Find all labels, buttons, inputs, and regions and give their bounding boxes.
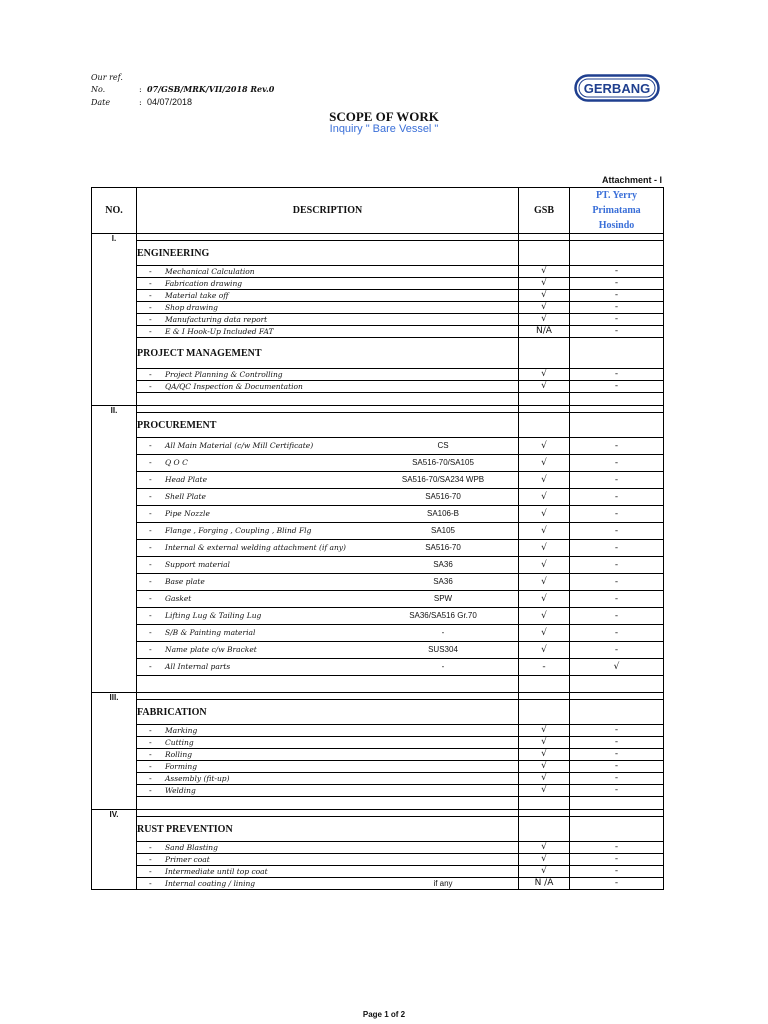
vendor-cell: -: [570, 369, 664, 381]
gsb-cell: √: [519, 725, 570, 737]
item-description-cell: [137, 878, 519, 890]
bullet-dash: -: [149, 762, 152, 771]
table-header-row: [92, 188, 664, 234]
item-description-cell: [137, 523, 519, 540]
item-description: Name plate c/w Bracket: [165, 645, 257, 654]
col-no-header: NO.: [92, 188, 137, 234]
vendor-cell: -: [570, 381, 664, 393]
vendor-cell: -: [570, 290, 664, 302]
vendor-cell: -: [570, 540, 664, 557]
date-value: 04/07/2018: [147, 97, 193, 107]
item-description: Lifting Lug & Tailing Lug: [165, 611, 262, 620]
bullet-dash: -: [149, 303, 152, 312]
bullet-dash: -: [149, 738, 152, 747]
vendor-cell: -: [570, 842, 664, 854]
spacer-row: [92, 693, 664, 700]
vendor-cell: -: [570, 574, 664, 591]
table-row: [92, 749, 664, 761]
item-description: E & I Hook-Up Included FAT: [165, 327, 274, 336]
item-spec: SA36: [433, 560, 453, 569]
table-row: [92, 854, 664, 866]
item-description-cell: [137, 608, 519, 625]
item-description-cell: [137, 557, 519, 574]
bullet-dash: -: [149, 594, 152, 603]
section-heading: PROCUREMENT: [137, 413, 519, 438]
item-description-cell: [137, 749, 519, 761]
table-row: [92, 642, 664, 659]
item-spec: CS: [437, 441, 449, 450]
section-heading: PROJECT MANAGEMENT: [137, 338, 519, 369]
vendor-cell: -: [570, 506, 664, 523]
col-description-header: DESCRIPTION: [137, 188, 519, 234]
gsb-cell: √: [519, 625, 570, 642]
vendor-cell: -: [570, 749, 664, 761]
vendor-cell: -: [570, 608, 664, 625]
item-description: Material take off: [165, 291, 229, 300]
company-logo: [574, 74, 660, 102]
table-row: [92, 608, 664, 625]
item-spec: if any: [433, 879, 453, 888]
table-row: [92, 591, 664, 608]
vendor-cell: -: [570, 737, 664, 749]
bullet-dash: -: [149, 543, 152, 552]
vendor-cell: -: [570, 455, 664, 472]
item-spec: SA516-70/SA234 WPB: [401, 475, 485, 484]
item-spec: SUS304: [428, 645, 458, 654]
vendor-line: Primatama: [592, 205, 641, 216]
spacer-row: [92, 810, 664, 817]
gsb-cell: N /A: [519, 878, 570, 890]
vendor-cell: -: [570, 266, 664, 278]
gsb-cell: √: [519, 749, 570, 761]
ref-label: Our ref. No.: [91, 73, 123, 94]
item-description: QA/QC Inspection & Documentation: [165, 382, 303, 391]
bullet-dash: -: [149, 645, 152, 654]
gsb-cell: √: [519, 574, 570, 591]
item-description-cell: [137, 278, 519, 290]
item-description-cell: [137, 326, 519, 338]
item-spec: SA36: [433, 577, 453, 586]
item-description-cell: [137, 761, 519, 773]
item-description: Forming: [165, 762, 198, 771]
table-row: [92, 866, 664, 878]
section-heading-row: [92, 700, 664, 725]
vendor-cell: -: [570, 866, 664, 878]
bullet-dash: -: [149, 855, 152, 864]
item-spec: SA105: [430, 526, 456, 535]
gsb-cell: √: [519, 773, 570, 785]
item-description-cell: [137, 381, 519, 393]
bullet-dash: -: [149, 628, 152, 637]
table-row: [92, 574, 664, 591]
date-label: Date: [91, 98, 111, 107]
item-description: Sand Blasting: [165, 843, 218, 852]
gsb-cell: √: [519, 842, 570, 854]
item-description-cell: [137, 489, 519, 506]
item-description: Internal & external welding attachment (if any): [165, 543, 346, 552]
vendor-cell: -: [570, 326, 664, 338]
bullet-dash: -: [149, 315, 152, 324]
item-description-cell: [137, 290, 519, 302]
gsb-cell: √: [519, 854, 570, 866]
vendor-cell: -: [570, 761, 664, 773]
table-row: [92, 302, 664, 314]
gsb-cell: √: [519, 785, 570, 797]
section-heading: FABRICATION: [137, 700, 519, 725]
item-spec: -: [441, 662, 445, 671]
vendor-cell: -: [570, 725, 664, 737]
bullet-dash: -: [149, 611, 152, 620]
table-row: [92, 472, 664, 489]
table-row: [92, 785, 664, 797]
section-heading-row: [92, 338, 664, 369]
vendor-cell: -: [570, 489, 664, 506]
item-description-cell: [137, 737, 519, 749]
ref-number-row: Our ref. No. : 07/GSB/MRK/VII/2018 Rev.0: [91, 73, 275, 94]
vendor-cell: -: [570, 854, 664, 866]
page-number: Page 1 of 2: [362, 1010, 406, 1019]
vendor-cell: -: [570, 438, 664, 455]
item-description: Primer coat: [165, 855, 210, 864]
document-subtitle: Inquiry " Bare Vessel ": [329, 123, 439, 135]
item-description-cell: [137, 866, 519, 878]
item-description: Support material: [165, 560, 230, 569]
gsb-cell: √: [519, 506, 570, 523]
item-description-cell: [137, 725, 519, 737]
gsb-cell: √: [519, 761, 570, 773]
bullet-dash: -: [149, 750, 152, 759]
vendor-cell: -: [570, 278, 664, 290]
item-description: Head Plate: [165, 475, 208, 484]
item-description-cell: [137, 854, 519, 866]
bullet-dash: -: [149, 370, 152, 379]
item-description: Flange , Forging , Coupling , Blind Flg: [165, 526, 312, 535]
table-row: [92, 878, 664, 890]
item-description-cell: [137, 842, 519, 854]
item-description: Base plate: [165, 577, 205, 586]
item-description-cell: [137, 642, 519, 659]
table-row: [92, 506, 664, 523]
table-row: [92, 290, 664, 302]
item-description-cell: [137, 540, 519, 557]
spacer-row: [92, 234, 664, 241]
table-row: [92, 438, 664, 455]
spacer-row: [92, 676, 664, 693]
spacer-row: [92, 393, 664, 406]
section-number: III.: [92, 693, 137, 810]
section-heading-row: [92, 413, 664, 438]
item-description-cell: [137, 266, 519, 278]
bullet-dash: -: [149, 560, 152, 569]
item-description: Fabrication drawing: [165, 279, 243, 288]
gsb-cell: √: [519, 642, 570, 659]
item-spec: -: [441, 628, 445, 637]
table-row: [92, 540, 664, 557]
item-description: S/B & Painting material: [165, 628, 256, 637]
gsb-cell: √: [519, 290, 570, 302]
section-number: II.: [92, 406, 137, 693]
document-title: SCOPE OF WORK: [329, 109, 439, 124]
gsb-cell: √: [519, 489, 570, 506]
vendor-line: Hosindo: [598, 220, 635, 231]
gsb-cell: √: [519, 866, 570, 878]
table-row: [92, 625, 664, 642]
vendor-cell: -: [570, 557, 664, 574]
bullet-dash: -: [149, 774, 152, 783]
vendor-cell: -: [570, 472, 664, 489]
gsb-cell: √: [519, 314, 570, 326]
item-description: Pipe Nozzle: [165, 509, 210, 518]
section-heading: RUST PREVENTION: [137, 817, 519, 842]
bullet-dash: -: [149, 726, 152, 735]
gsb-cell: √: [519, 523, 570, 540]
table-row: [92, 455, 664, 472]
item-description-cell: [137, 438, 519, 455]
item-spec: SA36/SA516 Gr.70: [409, 611, 477, 620]
gsb-cell: √: [519, 302, 570, 314]
item-description: Cutting: [165, 738, 194, 747]
scope-table: [91, 187, 664, 890]
gsb-cell: √: [519, 381, 570, 393]
table-row: [92, 314, 664, 326]
gsb-cell: √: [519, 557, 570, 574]
table-row: [92, 737, 664, 749]
bullet-dash: -: [149, 577, 152, 586]
gsb-cell: √: [519, 737, 570, 749]
item-description-cell: [137, 506, 519, 523]
section-heading-row: [92, 241, 664, 266]
item-description: All Internal parts: [165, 662, 231, 671]
table-row: [92, 278, 664, 290]
section-heading-row: [92, 817, 664, 842]
bullet-dash: -: [149, 267, 152, 276]
item-description-cell: [137, 369, 519, 381]
vendor-cell: -: [570, 302, 664, 314]
table-row: [92, 557, 664, 574]
item-description: Intermediate until top coat: [165, 867, 268, 876]
gsb-cell: -: [519, 659, 570, 676]
ref-value: 07/GSB/MRK/VII/2018 Rev.0: [147, 84, 275, 94]
item-description: Mechanical Calculation: [165, 267, 255, 276]
vendor-line: PT. Yerry: [595, 190, 638, 201]
table-row: [92, 326, 664, 338]
table-body: [92, 234, 664, 890]
item-description: Shop drawing: [165, 303, 218, 312]
table-row: [92, 266, 664, 278]
item-description-cell: [137, 574, 519, 591]
table-row: [92, 369, 664, 381]
bullet-dash: -: [149, 291, 152, 300]
item-description: Manufacturing data report: [165, 315, 268, 324]
bullet-dash: -: [149, 879, 152, 888]
date-row: Date : 04/07/2018: [91, 97, 193, 107]
vendor-cell: -: [570, 523, 664, 540]
section-heading: ENGINEERING: [137, 241, 519, 266]
item-spec: SA516-70/SA105: [412, 458, 474, 467]
item-description: Welding: [165, 786, 196, 795]
col-vendor-header: [570, 188, 664, 234]
item-spec: SA516-70: [425, 543, 461, 552]
bullet-dash: -: [149, 843, 152, 852]
vendor-cell: -: [570, 878, 664, 890]
item-description: Shell Plate: [165, 492, 206, 501]
table-row: [92, 773, 664, 785]
table-row: [92, 761, 664, 773]
item-description: Gasket: [165, 594, 192, 603]
vendor-cell: -: [570, 773, 664, 785]
gsb-cell: √: [519, 278, 570, 290]
table-row: [92, 381, 664, 393]
bullet-dash: -: [149, 662, 152, 671]
item-description-cell: [137, 659, 519, 676]
item-description: Project Planning & Controlling: [165, 370, 283, 379]
gsb-cell: √: [519, 540, 570, 557]
bullet-dash: -: [149, 382, 152, 391]
item-description-cell: [137, 455, 519, 472]
bullet-dash: -: [149, 867, 152, 876]
vendor-cell: -: [570, 785, 664, 797]
vendor-cell: -: [570, 625, 664, 642]
item-description-cell: [137, 591, 519, 608]
item-description-cell: [137, 785, 519, 797]
vendor-cell: -: [570, 591, 664, 608]
item-description: Rolling: [165, 750, 192, 759]
item-description: Q O C: [165, 458, 188, 467]
item-description: Assembly (fit-up): [165, 774, 230, 783]
gsb-cell: √: [519, 369, 570, 381]
section-number: I.: [92, 234, 137, 406]
item-description-cell: [137, 773, 519, 785]
item-spec: SA106-B: [426, 509, 460, 518]
bullet-dash: -: [149, 279, 152, 288]
bullet-dash: -: [149, 441, 152, 450]
gsb-cell: √: [519, 266, 570, 278]
table-row: [92, 523, 664, 540]
item-description-cell: [137, 314, 519, 326]
item-description-cell: [137, 302, 519, 314]
bullet-dash: -: [149, 492, 152, 501]
gsb-cell: N/A: [519, 326, 570, 338]
item-description: All Main Material (c/w Mill Certificate): [165, 441, 314, 450]
gsb-cell: √: [519, 472, 570, 489]
bullet-dash: -: [149, 786, 152, 795]
bullet-dash: -: [149, 526, 152, 535]
vendor-cell: -: [570, 314, 664, 326]
bullet-dash: -: [149, 509, 152, 518]
table-row: [92, 659, 664, 676]
vendor-cell: √: [570, 659, 664, 676]
item-description-cell: [137, 472, 519, 489]
gsb-cell: √: [519, 438, 570, 455]
spacer-row: [92, 406, 664, 413]
item-description: Marking: [165, 726, 198, 735]
table-row: [92, 725, 664, 737]
bullet-dash: -: [149, 475, 152, 484]
logo-text: GERBANG: [583, 81, 651, 96]
item-spec: SA516-70: [425, 492, 461, 501]
spacer-row: [92, 797, 664, 810]
attachment-label: Attachment - I: [601, 175, 662, 185]
reference-block: [91, 72, 274, 109]
gsb-cell: √: [519, 455, 570, 472]
item-description: Internal coating / lining: [165, 879, 256, 888]
bullet-dash: -: [149, 327, 152, 336]
table-row: [92, 489, 664, 506]
vendor-cell: -: [570, 642, 664, 659]
table-row: [92, 842, 664, 854]
section-number: IV.: [92, 810, 137, 890]
bullet-dash: -: [149, 458, 152, 467]
gsb-cell: √: [519, 608, 570, 625]
col-gsb-header: GSB: [519, 188, 570, 234]
gsb-cell: √: [519, 591, 570, 608]
item-spec: SPW: [433, 594, 453, 603]
item-description-cell: [137, 625, 519, 642]
